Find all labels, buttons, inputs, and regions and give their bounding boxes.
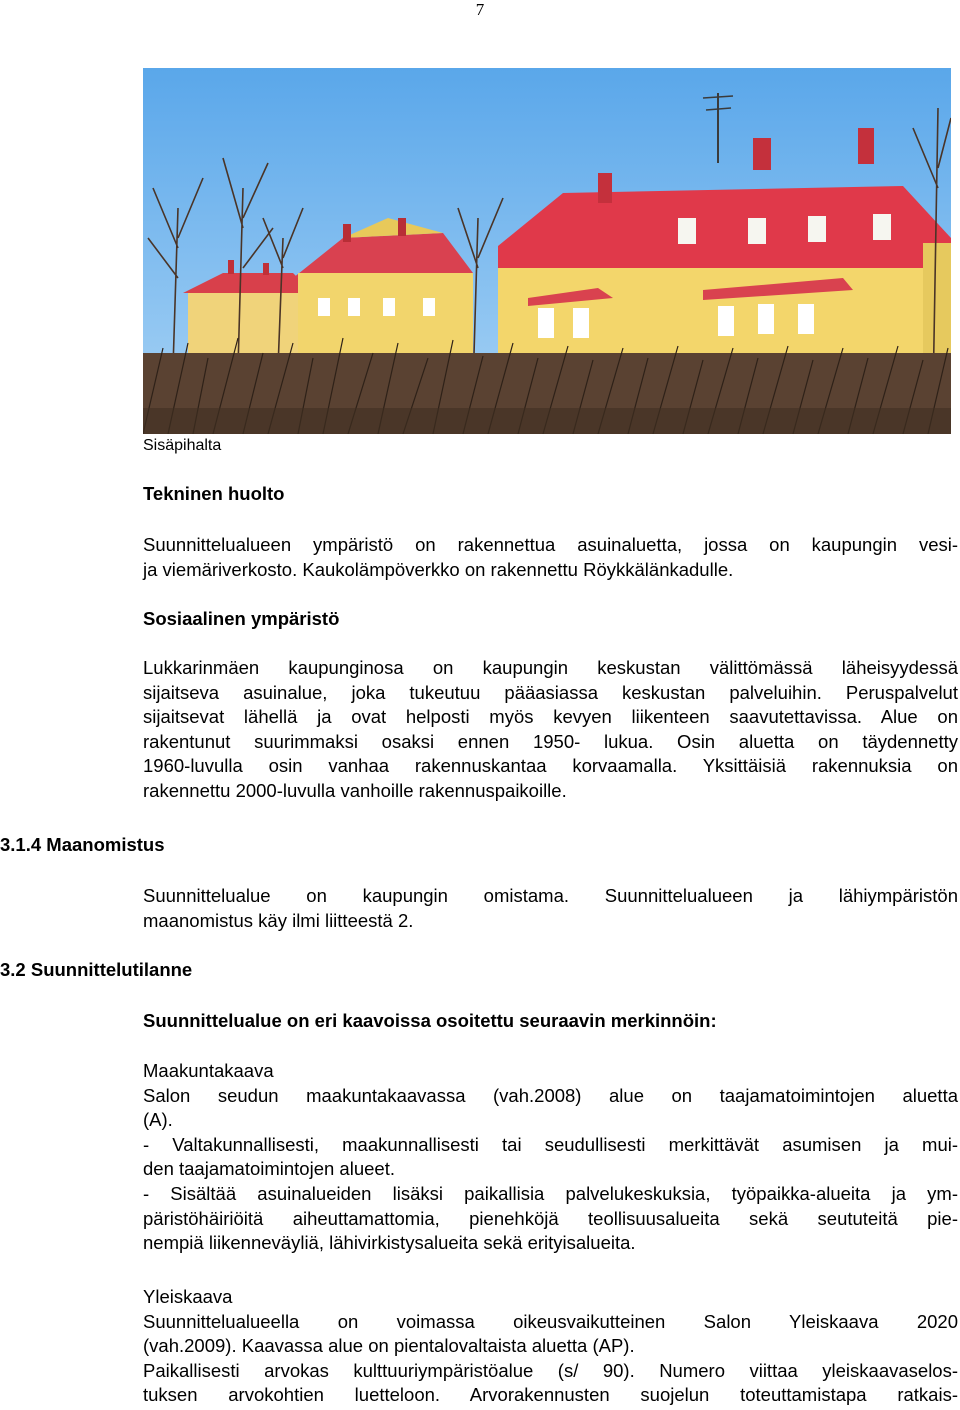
text-line: ja viemäriverkosto. Kaukolämpöverkko on rakennettu Röykkälänkadulle. bbox=[143, 558, 734, 580]
yleiskaava-title: Yleiskaava bbox=[143, 1286, 233, 1307]
heading-maanomistus: 3.1.4 Maanomistus bbox=[0, 834, 165, 855]
text-line: den taajamatoimintojen alueet. bbox=[143, 1158, 395, 1180]
maakuntakaava-title: Maakuntakaava bbox=[143, 1060, 274, 1081]
text-line: rakentunut suurimmaksi osaksi ennen 1950- lukua. Osin aluetta on täydennetty bbox=[143, 730, 958, 752]
text-line: nempiä liikenneväyliä, lähivirkistysalueita sekä erityisalueita. bbox=[143, 1232, 636, 1254]
text-line: - Sisältää asuinalueiden lisäksi paikallisia palvelukeskuksia, työpaikka-alueita ja ym- bbox=[143, 1182, 958, 1204]
heading-sosiaalinen-ymparisto: Sosiaalinen ympäristö bbox=[143, 608, 340, 629]
text-line: sijaitsevat lähellä ja ovat helposti myös kevyen liikenteen saavutettavissa. Alue on bbox=[143, 706, 958, 728]
text-line: 1960-luvulla osin vanhaa rakennuskantaa korvaamalla. Yksittäisiä rakennuksia on bbox=[143, 755, 958, 777]
courtyard-photo bbox=[143, 68, 951, 434]
text-line: tuksen arvokohtien luetteloon. Arvorakennusten suojelun toteuttamistapa ratkais- bbox=[143, 1384, 958, 1406]
text-line: Paikallisesti arvokas kulttuuriympäristöalue (s/ 90). Numero viittaa yleiskaavaselos- bbox=[143, 1359, 958, 1381]
text-line: sijaitseva asuinalue, joka tukeutuu pääasiassa keskustan palveluihin. Peruspalvelut bbox=[143, 681, 958, 703]
paragraph-yleiskaava bbox=[143, 1285, 958, 1408]
text-line: Suunnittelualueella on voimassa oikeusvaikutteinen Salon Yleiskaava 2020 bbox=[143, 1310, 958, 1332]
photo-caption: Sisäpihalta bbox=[143, 437, 222, 454]
courtyard-photo-illustration bbox=[143, 68, 951, 434]
paragraph-sosiaalinen-ymparisto bbox=[143, 656, 958, 804]
text-line: päristöhäiriöitä aiheuttamattomia, pienehköjä teollisuusalueita sekä seututeitä pie- bbox=[143, 1207, 958, 1229]
text-line: Salon seudun maakuntakaavassa (vah.2008) alue on taajamatoimintojen aluetta bbox=[143, 1084, 958, 1106]
text-line: Lukkarinmäen kaupunginosa on kaupungin keskustan välittömässä läheisyydessä bbox=[143, 657, 958, 678]
text-line: - Valtakunnallisesti, maakunnallisesti tai seudullisesti merkittävät asumisen ja mui- bbox=[143, 1133, 958, 1155]
text-line: (vah.2009). Kaavassa alue on pientalovaltaista aluetta (AP). bbox=[143, 1335, 635, 1357]
paragraph-tekninen-huolto bbox=[143, 533, 958, 582]
paragraph-maanomistus bbox=[143, 884, 958, 933]
heading-suunnittelutilanne: 3.2 Suunnittelutilanne bbox=[0, 959, 193, 980]
page-number: 7 bbox=[475, 0, 485, 19]
heading-tekninen-huolto: Tekninen huolto bbox=[143, 483, 285, 504]
text-line: rakennettu 2000-luvulla vanhoille rakennuspaikoille. bbox=[143, 779, 567, 801]
text-line: Suunnittelualueen ympäristö on rakennettua asuinaluetta, jossa on kaupungin vesi- bbox=[143, 534, 958, 555]
subheading-merkinnat: Suunnittelualue on eri kaavoissa osoitettu seuraavin merkinnöin: bbox=[143, 1010, 717, 1031]
text-line: maanomistus käy ilmi liitteestä 2. bbox=[143, 909, 414, 931]
paragraph-maakuntakaava bbox=[143, 1059, 958, 1256]
text-line: (A). bbox=[143, 1109, 173, 1131]
text-line: Suunnittelualue on kaupungin omistama. Suunnittelualueen ja lähiympäristön bbox=[143, 885, 958, 906]
